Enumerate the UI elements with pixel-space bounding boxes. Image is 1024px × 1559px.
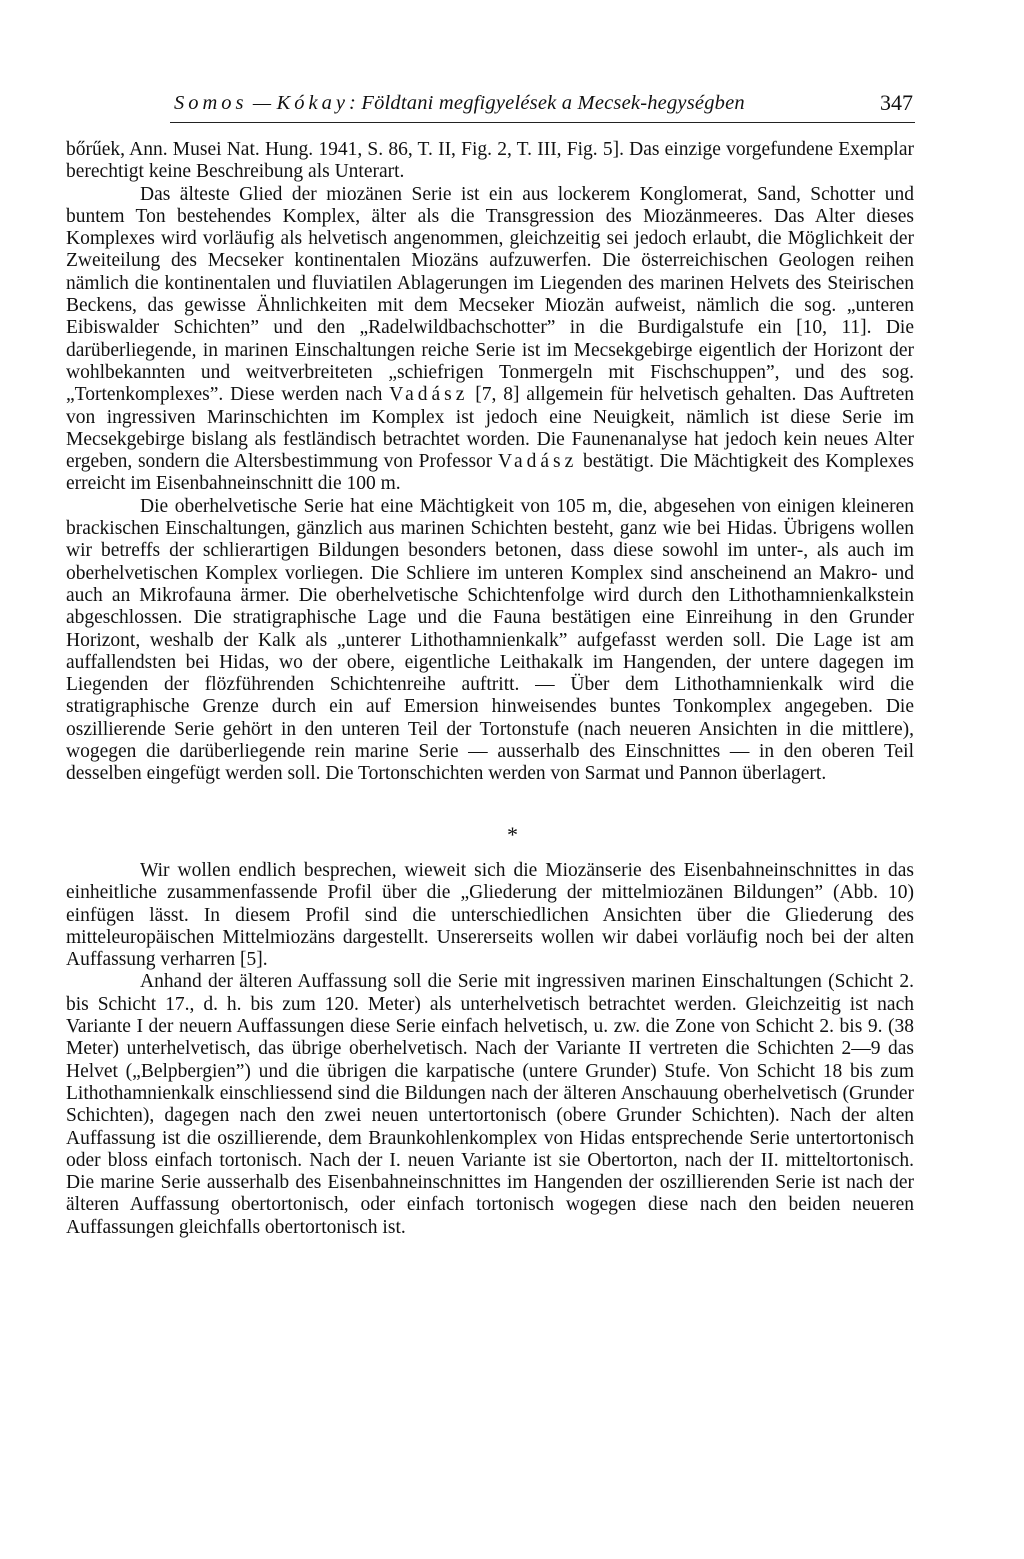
header-dash: —	[247, 92, 277, 114]
paragraph-2-part-a: Das älteste Glied der miozänen Serie ist ein aus lockerem Konglomerat, Sand, Schotter und buntem Ton bestehendes Komplex, älter als die Transgression des Miozänmeeres. Das Alter dieses Komplexes wird vorläufig als helvetisch angenommen, gleichzeitig sei jedoch erlaubt, die Möglichkeit der Zweiteilung des Mecseker kontinentalen Miozäns aufzuwerfen. Die österreichischen Geologen reihen nämlich die kontinentalen und fluviatilen Ablagerungen im Liegenden des marinen Helvets des Steirischen Beckens, das gewisse Ähnlichkeiten mit dem Mecseker Miozän aufweist, nämlich die sog. „unteren Eibiswalder Schichten” und den „Radelwildbachschotter” in die Burdigalstufe ein [10, 11]. Die darüberliegende, in marinen Einschaltungen reiche Serie ist im Mecsekgebirge eigentlich der Horizont der wohlbekannten und weitverbreiteten „schiefrigen Tonmergeln mit Fischschuppen”, und des sog. „Tortenkomplexes”. Diese werden nach	[66, 183, 914, 406]
section-separator: *	[507, 822, 518, 847]
paragraph-3: Die oberhelvetische Serie hat eine Mächtigkeit von 105 m, die, abgesehen von einigen kleineren brackischen Einschaltungen, gänzlich aus marinen Schichten besteht, ganz wie bei Hidas. Übrigens wollen wir betreffs der schlierartigen Bildungen besonders betonen, dass diese sowohl im unter-, als auch im oberhelvetischen Komplex vorliegen. Die Schliere im unteren Komplex sind anscheinend an Makro- und auch an Mikrofauna ärmer. Die oberhelvetische Schichtenfolge wird durch den Lithothamnienkalkstein abgeschlossen. Die stratigraphische Lage und die Fauna bestätigen eine Einreihung in den Grunder Horizont, weshalb der Kalk als „unterer Lithothamnienkalk” aufgefasst werden soll. Die Lage ist am auffallendsten bei Hidas, wo der obere, eigentliche Leithakalk im Hangenden, der untere dagegen im Liegenden der flözführenden Schichtenreihe auftritt. — Über dem Lithothamnienkalk wird die stratigraphische Grenze durch ein auf Emersion hinweisendes buntes Tonkomplex angegeben. Die oszillierende Serie gehört in den unteren Teil der Tortonstufe (nach neueren Ansichten in die mittlere), wogegen die darüberliegende rein marine Serie — ausserhalb des Einschnittes — in den oberen Teil desselben eingefügt werden soll. Die Tortonschichten werden von Sarmat und Pannon überlagert.	[66, 495, 914, 785]
paragraph-4: Wir wollen endlich besprechen, wieweit sich die Miozänserie des Eisenbahneinschnittes in das einheitliche zusammenfassende Profil über die „Gliederung der mittelmiozänen Bildungen” (Abb. 10) einfügen lässt. In diesem Profil sind die unterschiedlichen Ansichten über die Gliederung des mitteleuropäischen Mittelmiozäns dargestellt. Unsererseits wollen wir dabei vorläufig noch bei der alten Auffassung verharren [5].	[66, 860, 914, 971]
header-title: : Földtani megfigyelések a Mecsek-hegységben	[349, 92, 745, 114]
running-title	[174, 92, 745, 115]
paragraph-2-part-c: bestätigt. Die Mächtigkeit des Komplexes erreicht im Eisenbahneinschnitt die 100 m.	[66, 451, 915, 495]
author-somos: Somos	[174, 92, 248, 114]
paragraph-5: Anhand der älteren Auffassung soll die Serie mit ingressiven marinen Einschaltungen (Schicht 2. bis Schicht 17., d. h. bis zum 120. Meter) als unterhelvetisch betrachtet werden. Gleichzeitig ist nach Variante I der neuern Auffassungen diese Serie einfach helvetisch, u. zw. die Zone von Schicht 2. bis 9. (38 Meter) unterhelvetisch, das übrige oberhelvetisch. Nach der Variante II vertreten die Schichten 2—9 das Helvet („Belpbergien”) und die übrigen die karpatische (untere Grunder) Stufe. Von Schicht 18 bis zum Lithothamnienkalk einschliessend sind die Bildungen nach der älteren Anschauung oberhelvetisch (Grunder Schichten), dagegen nach den zwei neuen untertortonisch (obere Grunder Schichten). Nach der alten Auffassung ist die oszillierende, dem Braunkohlenkomplex von Hidas entsprechende Serie untertortonisch oder bloss einfach tortonisch. Nach der I. neuen Variante ist sie Obertorton, nach der II. mitteltortonisch. Die marine Serie ausserhalb des Eisenbahneinschnittes im Hangenden der oszillierenden Serie ist nach der älteren Auffassung obertortonisch, oder einfach tortonisch wogegen diese nach den beiden neueren Auffassungen gleichfalls obertortonisch ist.	[66, 971, 914, 1238]
page-number: 347	[880, 90, 913, 115]
body-text-upper	[66, 139, 914, 786]
author-vadasz-2: Vadász	[498, 451, 578, 473]
paragraph-1: bőrűek, Ann. Musei Nat. Hung. 1941, S. 86, T. II, Fig. 2, T. III, Fig. 5]. Das einzige vorgefundene Exemplar berechtigt keine Beschreibung als Unterart.	[66, 139, 914, 183]
running-header	[170, 86, 915, 123]
body-text-lower	[66, 860, 914, 1239]
author-vadasz-1: Vadász	[389, 384, 469, 406]
paragraph-2-part-b: [7, 8] allgemein für helvetisch gehalten. Das Auftreten von ingressiven Marinschichten im Komplex ist jedoch eine Neuigkeit, nämlich ist diese Serie im Mecsekgebirge bislang als festländisch betrachtet worden. Die Faunenanalyse hat jedoch kein neues Alter ergeben, sondern die Altersbestimmung von Professor	[66, 384, 914, 473]
paragraph-2	[66, 184, 914, 496]
author-kokay: Kókay	[276, 92, 349, 114]
